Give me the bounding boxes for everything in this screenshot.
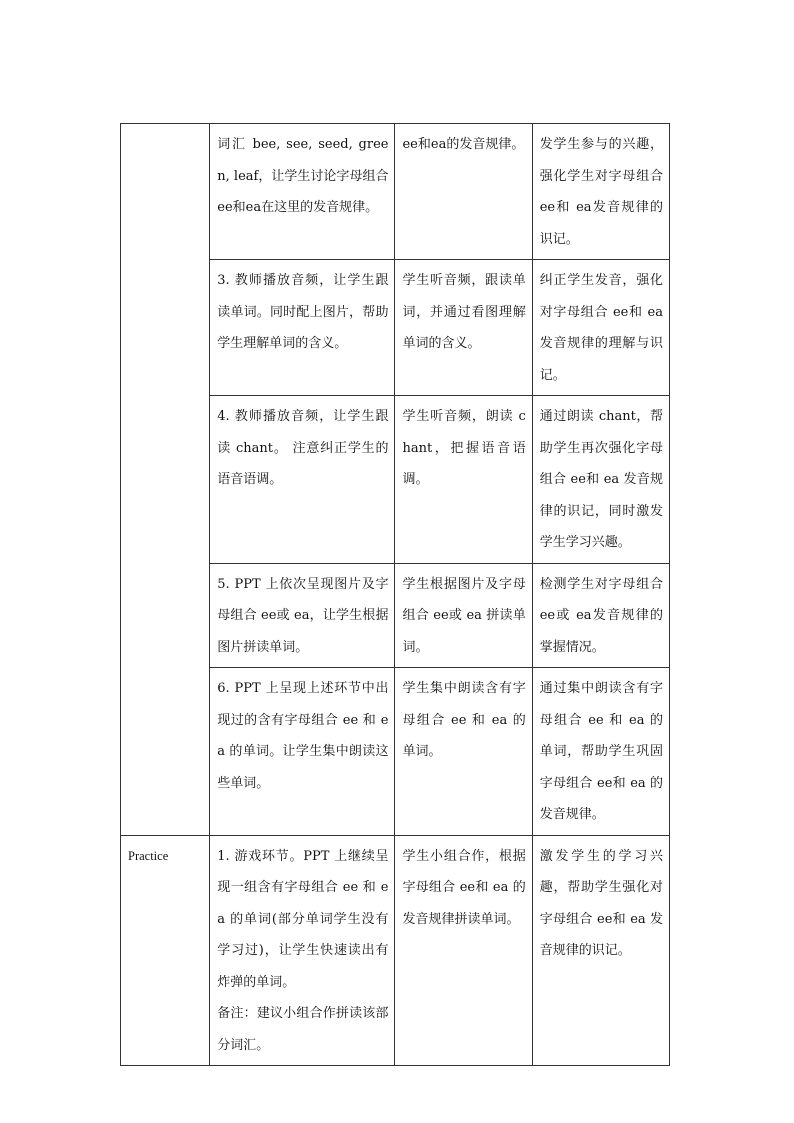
design-purpose-cell: 发学生参与的兴趣，强化学生对字母组合 ee和 ea发音规律的识记。 (532, 124, 669, 260)
teacher-activity-cell: 词汇 bee, see, seed, green, leaf，让学生讨论字母组合 ee和ea在这里的发音规律。 (210, 124, 395, 260)
student-activity-cell: 学生根据图片及字母组合 ee或 ea 拼读单词。 (395, 563, 532, 668)
design-purpose-cell: 通过集中朗读含有字母组合 ee 和 ea 的单词，帮助学生巩固字母组合 ee和 ea 的发音规律。 (532, 668, 669, 836)
teacher-activity-cell (210, 835, 395, 1066)
teacher-activity-cell: 4. 教师播放音频，让学生跟读 chant。 注意纠正学生的语音语调。 (210, 396, 395, 564)
student-activity-cell: 学生听音频，朗读 chant，把握语音语调。 (395, 396, 532, 564)
student-activity-cell: 学生听音频，跟读单词，并通过看图理解单词的含义。 (395, 260, 532, 396)
design-purpose-cell: 激发学生的学习兴趣，帮助学生强化对字母组合 ee和 ea 发音规律的识记。 (532, 835, 669, 1066)
table-row (121, 124, 670, 260)
teacher-note-text: 备注：建议小组合作拼读该部分词汇。 (217, 1006, 389, 1053)
student-activity-cell: ee和ea的发音规律。 (395, 124, 532, 260)
stage-cell (121, 835, 210, 1066)
stage-label: Practice (128, 848, 169, 863)
teacher-activity-text: 1. 游戏环节。PPT 上继续呈现一组含有字母组合 ee 和 ea 的单词(部分单词学生没有学习过)，让学生快速读出有炸弹的单词。 (217, 848, 389, 990)
student-activity-cell: 学生集中朗读含有字母组合 ee 和 ea 的单词。 (395, 668, 532, 836)
student-activity-cell: 学生小组合作，根据字母组合 ee和 ea 的发音规律拼读单词。 (395, 835, 532, 1066)
design-purpose-cell: 纠正学生发音，强化对字母组合 ee和 ea 发音规律的理解与识记。 (532, 260, 669, 396)
teacher-activity-cell: 6. PPT 上呈现上述环节中出现过的含有字母组合 ee 和 ea 的单词。让学生集中朗读这些单词。 (210, 668, 395, 836)
lesson-plan-table (120, 123, 670, 1066)
table-row (121, 835, 670, 1066)
teacher-activity-cell: 5. PPT 上依次呈现图片及字母组合 ee或 ea，让学生根据图片拼读单词。 (210, 563, 395, 668)
design-purpose-cell: 检测学生对字母组合 ee或 ea发音规律的掌握情况。 (532, 563, 669, 668)
design-purpose-cell: 通过朗读 chant，帮助学生再次强化字母组合 ee和 ea 发音规律的识记，同时激发学生学习兴趣。 (532, 396, 669, 564)
stage-cell (121, 124, 210, 836)
teacher-activity-cell: 3. 教师播放音频，让学生跟读单词。同时配上图片，帮助学生理解单词的含义。 (210, 260, 395, 396)
